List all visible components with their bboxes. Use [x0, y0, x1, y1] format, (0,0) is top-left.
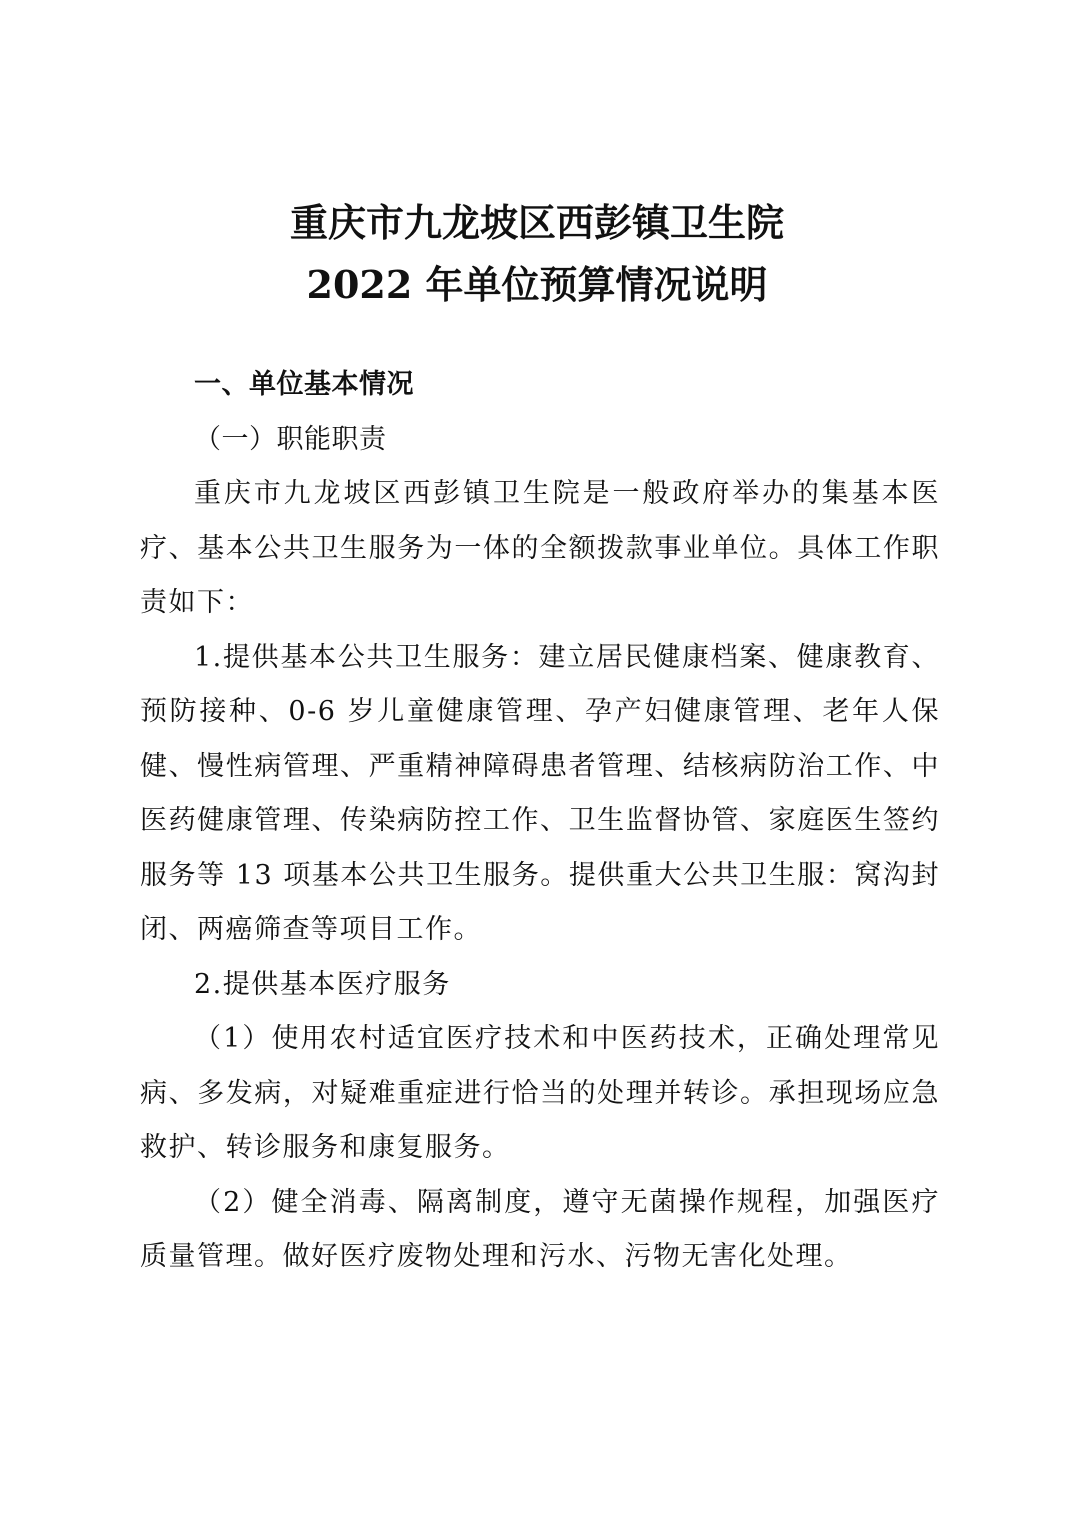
title-line-1: 重庆市九龙坡区西彭镇卫生院	[289, 200, 784, 245]
paragraph-medical-services-heading: 2.提供基本医疗服务	[194, 968, 451, 1000]
subsection-heading-duties: （一）职能职责	[194, 423, 387, 455]
paragraph-medical-sub-1: （1）使用农村适宜医疗技术和中医药技术，正确处理常见病、多发病，对疑难重症进行恰当的处理并转诊。承担现场应急救护、转诊服务和康复服务。	[140, 1023, 940, 1163]
section-heading-basic-info: 一、单位基本情况	[194, 369, 414, 400]
document-title	[0, 192, 1074, 316]
paragraph-medical-sub-2: （2）健全消毒、隔离制度，遵守无菌操作规程，加强医疗质量管理。做好医疗废物处理和污水、污物无害化处理。	[140, 1186, 940, 1272]
paragraph-intro: 重庆市九龙坡区西彭镇卫生院是一般政府举办的集基本医疗、基本公共卫生服务为一体的全额拨款事业单位。具体工作职责如下：	[140, 478, 940, 618]
title-line-2: 2022 年单位预算情况说明	[306, 262, 768, 307]
document-body	[140, 358, 940, 1285]
paragraph-public-health-services: 1.提供基本公共卫生服务：建立居民健康档案、健康教育、预防接种、0-6 岁儿童健康管理、孕产妇健康管理、老年人保健、慢性病管理、严重精神障碍患者管理、结核病防治工作、中医药健康管理、传染病防控工作、卫生监督协管、家庭医生签约服务等 13 项基本公共卫生服务。提供重大公共卫生服：窝沟封闭、两癌筛查等项目工作。	[140, 641, 940, 945]
